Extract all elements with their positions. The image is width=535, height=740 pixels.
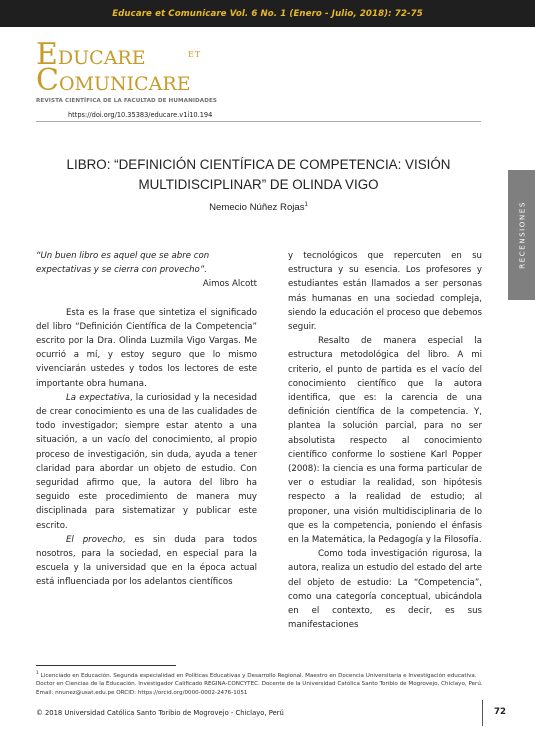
section-side-tab bbox=[508, 170, 535, 300]
left-column bbox=[36, 249, 257, 590]
emphasis: El provecho bbox=[66, 534, 123, 545]
logo-line-1: EDUCARE bbox=[36, 37, 146, 72]
section-label: RECENSIONES bbox=[517, 201, 526, 269]
footnote-divider bbox=[36, 665, 176, 666]
logo-line-2: COMUNICARE bbox=[36, 63, 191, 98]
footnote-ref: 1 bbox=[304, 202, 308, 208]
paragraph: Esta es la frase que sintetiza el significado del libro “Definición Científica de la Competencia” escrito por la Dra. Olinda Luzmila Vigo Vargas. Me ocurrió a mí, y estoy seguro que lo mismo vivenciarán ustedes y todos los lectores de este importante obra humana. bbox=[36, 307, 257, 389]
epigraph-author: Aimos Alcott bbox=[202, 279, 257, 290]
paragraph: La expectativa, la curiosidad y la necesidad de crear conocimiento es una de las cualidades de todo investigador; siempre estar atento a una situación, a un vacío del conocimiento, al propio proceso de investigación, sin duda, ayuda a tener claridad para abordar un objeto de estudio. Con seguridad afirmo que, la autora del libro ha seguido este procedimiento de manera muy disciplinada para sistematizar y publicar este escrito. bbox=[36, 392, 258, 531]
paragraph: El provecho, es sin duda para todos nosotros, para la sociedad, en especial para la escuela y la universidad que en la época actual está influenciada por los adelantos científicos bbox=[36, 534, 257, 588]
paragraph: Como toda investigación rigurosa, la autora, realiza un estudio del estado del arte del objeto de estudio: La “Competencia”, como una categoría conceptual, ubicándola en el contexto, es decir, es sus manifestaciones bbox=[288, 549, 482, 631]
paragraph: Resalto de manera especial la estructura metodológica del libro. A mi criterio, el punto de partida es el vacío del conocimiento científico que la autora identifica, que es: la carencia de una definición científica de la competencia. Y, plantea la solución parcial, para no ser absolutista respecto al conocimiento científico conforme lo sostiene Karl Popper (2008): la ciencia es una forma particular de ver o estudiar la realidad, son hipótesis respecto a la realidad de estudio; al proponer, una visión multidisciplinaria de lo que es la competencia, poniendo el énfasis en la Matemática, la Pedagogía y la Filosofía. bbox=[288, 336, 482, 546]
doi-link[interactable]: https://doi.org/10.35383/educare.v1i10.194 bbox=[68, 111, 213, 119]
journal-header-bar bbox=[0, 0, 535, 27]
article-title: LIBRO: “DEFINICIÓN CIENTÍFICA DE COMPETENCIA: VISIÓN MULTIDISCIPLINAR” DE OLINDA VIGO bbox=[66, 157, 451, 192]
logo-et: ET bbox=[188, 50, 202, 59]
copyright-footer: © 2018 Universidad Católica Santo Toribio de Mogrovejo - Chiclayo, Perú bbox=[36, 709, 284, 717]
right-column bbox=[288, 249, 482, 632]
article-author: Nemecio Núñez Rojas$^1$ bbox=[209, 202, 308, 214]
footnote: $^1$ Licenciado en Educación. Segunda especialidad en Políticas Educativas y Desarrollo Regional. Maestro en Docencia Universitaria e Investigación educativa. Doctor en Ciencias de la Educación. Investigador Calificado REGINA-CONCYTEC. Docente de la Universidad Católica Santo Toribio de Mogrovejo, Chiclayo, Perú. Email: nnunez@usat.edu.pe ORCID: https://orcid.org/0000-0002-2476-1051 bbox=[36, 671, 483, 696]
journal-logo bbox=[36, 37, 296, 120]
header-divider bbox=[36, 121, 481, 122]
paragraph: y tecnológicos que repercuten en su estructura y su esencia. Los profesores y estudiantes están llamados a ser personas más humanas en una sociedad compleja, siendo la educación el proceso que debemos seguir. bbox=[288, 251, 482, 333]
logo-subtitle: REVISTA CIENTÍFICA DE LA FACULTAD DE HUMANIDADES bbox=[36, 98, 217, 104]
journal-citation: Educare et Comunicare Vol. 6 No. 1 (Enero - Julio, 2018): 72-75 bbox=[112, 8, 423, 19]
page-number-divider bbox=[482, 700, 483, 726]
page-number: 72 bbox=[494, 707, 506, 717]
emphasis: La expectativa bbox=[66, 392, 130, 403]
epigraph-quote: “Un buen libro es aquel que se abre con expectativas y se cierra con provecho”. bbox=[36, 251, 210, 276]
